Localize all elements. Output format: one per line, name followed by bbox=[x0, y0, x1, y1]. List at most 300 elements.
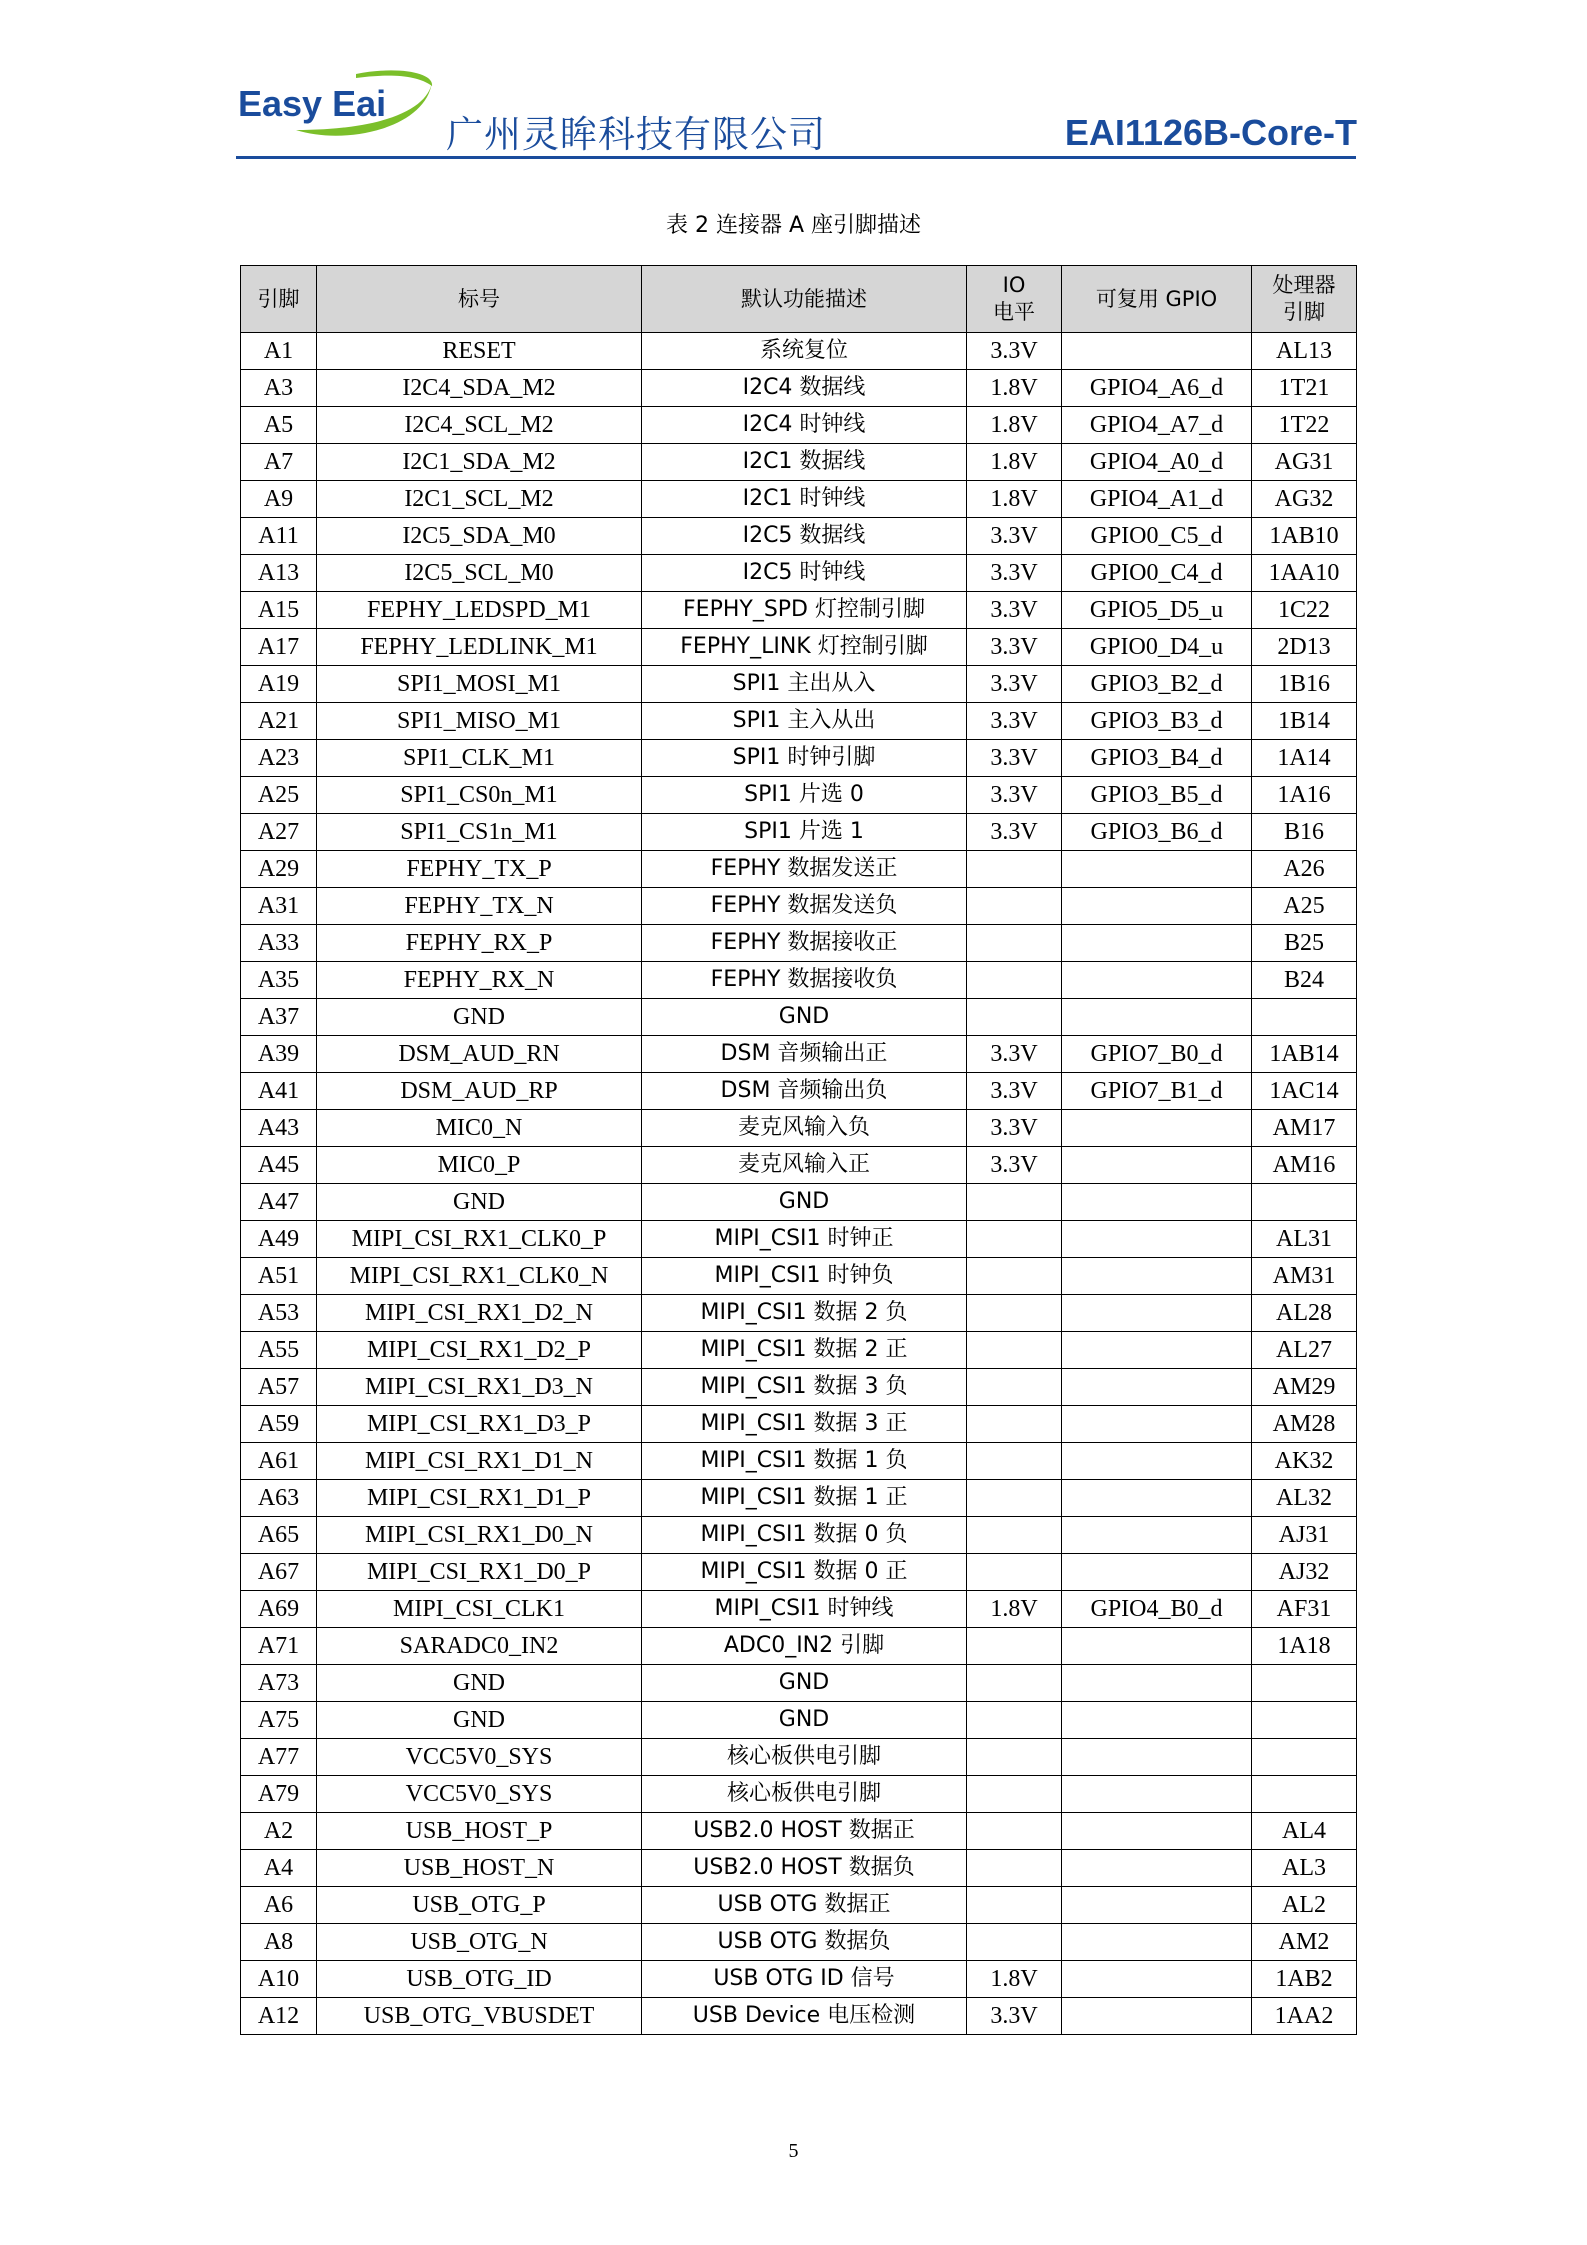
cell-label: SPI1_MISO_M1 bbox=[317, 703, 642, 740]
cell-gpio bbox=[1062, 1110, 1252, 1147]
cell-pin: A4 bbox=[241, 1850, 317, 1887]
cell-io-level bbox=[967, 1332, 1062, 1369]
cell-pin: A21 bbox=[241, 703, 317, 740]
cell-processor-pin: AG32 bbox=[1252, 481, 1357, 518]
cell-pin: A61 bbox=[241, 1443, 317, 1480]
cell-label: USB_OTG_ID bbox=[317, 1961, 642, 1998]
cell-processor-pin: 1AA10 bbox=[1252, 555, 1357, 592]
cell-description: FEPHY 数据接收正 bbox=[642, 925, 967, 962]
table-row bbox=[241, 1961, 1357, 1998]
cell-pin: A13 bbox=[241, 555, 317, 592]
table-row bbox=[241, 703, 1357, 740]
cell-label: GND bbox=[317, 1184, 642, 1221]
cell-processor-pin: 1T21 bbox=[1252, 370, 1357, 407]
cell-label: USB_HOST_P bbox=[317, 1813, 642, 1850]
cell-io-level: 3.3V bbox=[967, 1036, 1062, 1073]
cell-processor-pin: AL27 bbox=[1252, 1332, 1357, 1369]
cell-description: MIPI_CSI1 时钟正 bbox=[642, 1221, 967, 1258]
table-body bbox=[241, 333, 1357, 2035]
cell-pin: A1 bbox=[241, 333, 317, 370]
cell-description: 系统复位 bbox=[642, 333, 967, 370]
cell-processor-pin: AJ31 bbox=[1252, 1517, 1357, 1554]
cell-label: MIPI_CSI_CLK1 bbox=[317, 1591, 642, 1628]
cell-io-level: 3.3V bbox=[967, 740, 1062, 777]
table-row bbox=[241, 740, 1357, 777]
cell-processor-pin: 2D13 bbox=[1252, 629, 1357, 666]
table-row bbox=[241, 1295, 1357, 1332]
cell-gpio bbox=[1062, 1221, 1252, 1258]
cell-gpio: GPIO3_B4_d bbox=[1062, 740, 1252, 777]
cell-pin: A39 bbox=[241, 1036, 317, 1073]
cell-label: I2C4_SDA_M2 bbox=[317, 370, 642, 407]
table-row bbox=[241, 481, 1357, 518]
header-io-level: IO 电平 bbox=[967, 266, 1062, 333]
cell-io-level bbox=[967, 1739, 1062, 1776]
cell-pin: A7 bbox=[241, 444, 317, 481]
table-row bbox=[241, 1776, 1357, 1813]
cell-description: DSM 音频输出负 bbox=[642, 1073, 967, 1110]
cell-pin: A29 bbox=[241, 851, 317, 888]
cell-processor-pin: 1A14 bbox=[1252, 740, 1357, 777]
cell-gpio: GPIO4_A0_d bbox=[1062, 444, 1252, 481]
cell-label: MIC0_P bbox=[317, 1147, 642, 1184]
cell-pin: A69 bbox=[241, 1591, 317, 1628]
cell-label: DSM_AUD_RN bbox=[317, 1036, 642, 1073]
table-header-row bbox=[241, 266, 1357, 333]
cell-processor-pin bbox=[1252, 1184, 1357, 1221]
table-row bbox=[241, 814, 1357, 851]
table-row bbox=[241, 1073, 1357, 1110]
cell-description: MIPI_CSI1 数据 0 负 bbox=[642, 1517, 967, 1554]
cell-processor-pin bbox=[1252, 1665, 1357, 1702]
cell-processor-pin: 1AB14 bbox=[1252, 1036, 1357, 1073]
cell-description: MIPI_CSI1 数据 2 正 bbox=[642, 1332, 967, 1369]
cell-pin: A47 bbox=[241, 1184, 317, 1221]
cell-label: MIPI_CSI_RX1_CLK0_P bbox=[317, 1221, 642, 1258]
cell-description: ADC0_IN2 引脚 bbox=[642, 1628, 967, 1665]
cell-pin: A41 bbox=[241, 1073, 317, 1110]
table-row bbox=[241, 1258, 1357, 1295]
cell-pin: A79 bbox=[241, 1776, 317, 1813]
page-number: 5 bbox=[788, 2140, 799, 2162]
cell-pin: A71 bbox=[241, 1628, 317, 1665]
cell-label: I2C1_SCL_M2 bbox=[317, 481, 642, 518]
table-row bbox=[241, 518, 1357, 555]
cell-description: FEPHY_SPD 灯控制引脚 bbox=[642, 592, 967, 629]
cell-processor-pin: AM29 bbox=[1252, 1369, 1357, 1406]
cell-processor-pin: 1T22 bbox=[1252, 407, 1357, 444]
cell-io-level bbox=[967, 1258, 1062, 1295]
cell-gpio bbox=[1062, 1332, 1252, 1369]
cell-pin: A65 bbox=[241, 1517, 317, 1554]
cell-io-level bbox=[967, 1221, 1062, 1258]
table-caption: 表 2 连接器 A 座引脚描述 bbox=[665, 213, 922, 238]
table-row bbox=[241, 1813, 1357, 1850]
cell-label: GND bbox=[317, 1702, 642, 1739]
cell-gpio bbox=[1062, 1480, 1252, 1517]
cell-description: DSM 音频输出正 bbox=[642, 1036, 967, 1073]
cell-pin: A77 bbox=[241, 1739, 317, 1776]
cell-pin: A63 bbox=[241, 1480, 317, 1517]
cell-processor-pin: AM2 bbox=[1252, 1924, 1357, 1961]
cell-io-level: 3.3V bbox=[967, 592, 1062, 629]
cell-io-level bbox=[967, 1776, 1062, 1813]
cell-description: FEPHY 数据发送负 bbox=[642, 888, 967, 925]
cell-label: GND bbox=[317, 999, 642, 1036]
table-row bbox=[241, 1887, 1357, 1924]
cell-processor-pin: AM31 bbox=[1252, 1258, 1357, 1295]
cell-io-level bbox=[967, 1813, 1062, 1850]
cell-gpio: GPIO4_B0_d bbox=[1062, 1591, 1252, 1628]
cell-processor-pin: 1B14 bbox=[1252, 703, 1357, 740]
cell-gpio bbox=[1062, 999, 1252, 1036]
cell-gpio bbox=[1062, 333, 1252, 370]
cell-pin: A75 bbox=[241, 1702, 317, 1739]
cell-io-level: 3.3V bbox=[967, 814, 1062, 851]
table-row bbox=[241, 777, 1357, 814]
cell-io-level: 3.3V bbox=[967, 1147, 1062, 1184]
cell-description: GND bbox=[642, 1702, 967, 1739]
table-row bbox=[241, 1591, 1357, 1628]
cell-description: FEPHY_LINK 灯控制引脚 bbox=[642, 629, 967, 666]
table-row bbox=[241, 962, 1357, 999]
cell-description: I2C4 数据线 bbox=[642, 370, 967, 407]
cell-pin: A73 bbox=[241, 1665, 317, 1702]
cell-processor-pin: AL2 bbox=[1252, 1887, 1357, 1924]
cell-description: I2C1 数据线 bbox=[642, 444, 967, 481]
cell-pin: A27 bbox=[241, 814, 317, 851]
table-row bbox=[241, 1036, 1357, 1073]
cell-label: FEPHY_LEDLINK_M1 bbox=[317, 629, 642, 666]
cell-gpio: GPIO3_B5_d bbox=[1062, 777, 1252, 814]
cell-label: FEPHY_TX_N bbox=[317, 888, 642, 925]
cell-pin: A10 bbox=[241, 1961, 317, 1998]
cell-gpio bbox=[1062, 1295, 1252, 1332]
cell-description: SPI1 主入从出 bbox=[642, 703, 967, 740]
cell-description: I2C5 时钟线 bbox=[642, 555, 967, 592]
cell-gpio: GPIO7_B0_d bbox=[1062, 1036, 1252, 1073]
cell-io-level: 1.8V bbox=[967, 1591, 1062, 1628]
cell-label: I2C4_SCL_M2 bbox=[317, 407, 642, 444]
cell-io-level bbox=[967, 1369, 1062, 1406]
cell-pin: A51 bbox=[241, 1258, 317, 1295]
table-row bbox=[241, 370, 1357, 407]
cell-label: MIPI_CSI_RX1_D2_P bbox=[317, 1332, 642, 1369]
cell-description: 核心板供电引脚 bbox=[642, 1739, 967, 1776]
cell-pin: A35 bbox=[241, 962, 317, 999]
cell-pin: A25 bbox=[241, 777, 317, 814]
cell-processor-pin: AM28 bbox=[1252, 1406, 1357, 1443]
table-row bbox=[241, 333, 1357, 370]
cell-pin: A57 bbox=[241, 1369, 317, 1406]
cell-label: VCC5V0_SYS bbox=[317, 1739, 642, 1776]
cell-processor-pin: B16 bbox=[1252, 814, 1357, 851]
cell-pin: A31 bbox=[241, 888, 317, 925]
cell-pin: A9 bbox=[241, 481, 317, 518]
cell-gpio: GPIO0_C5_d bbox=[1062, 518, 1252, 555]
cell-gpio bbox=[1062, 1184, 1252, 1221]
cell-pin: A11 bbox=[241, 518, 317, 555]
cell-label: SPI1_MOSI_M1 bbox=[317, 666, 642, 703]
cell-label: MIPI_CSI_RX1_CLK0_N bbox=[317, 1258, 642, 1295]
table-row bbox=[241, 851, 1357, 888]
cell-io-level bbox=[967, 851, 1062, 888]
cell-io-level bbox=[967, 1665, 1062, 1702]
cell-pin: A3 bbox=[241, 370, 317, 407]
cell-processor-pin: 1C22 bbox=[1252, 592, 1357, 629]
pin-description-table bbox=[240, 265, 1357, 2035]
cell-label: I2C1_SDA_M2 bbox=[317, 444, 642, 481]
cell-pin: A15 bbox=[241, 592, 317, 629]
cell-gpio: GPIO0_C4_d bbox=[1062, 555, 1252, 592]
cell-description: USB2.0 HOST 数据负 bbox=[642, 1850, 967, 1887]
cell-io-level: 1.8V bbox=[967, 370, 1062, 407]
cell-label: GND bbox=[317, 1665, 642, 1702]
cell-io-level: 3.3V bbox=[967, 777, 1062, 814]
cell-gpio bbox=[1062, 1665, 1252, 1702]
cell-gpio bbox=[1062, 851, 1252, 888]
cell-label: MIPI_CSI_RX1_D0_N bbox=[317, 1517, 642, 1554]
cell-pin: A37 bbox=[241, 999, 317, 1036]
cell-pin: A5 bbox=[241, 407, 317, 444]
cell-processor-pin bbox=[1252, 1702, 1357, 1739]
cell-label: MIPI_CSI_RX1_D1_N bbox=[317, 1443, 642, 1480]
cell-label: SPI1_CS1n_M1 bbox=[317, 814, 642, 851]
cell-description: 核心板供电引脚 bbox=[642, 1776, 967, 1813]
table-row bbox=[241, 629, 1357, 666]
table-row bbox=[241, 1332, 1357, 1369]
cell-gpio bbox=[1062, 1850, 1252, 1887]
cell-pin: A49 bbox=[241, 1221, 317, 1258]
cell-processor-pin: 1AC14 bbox=[1252, 1073, 1357, 1110]
cell-gpio: GPIO3_B2_d bbox=[1062, 666, 1252, 703]
cell-io-level: 3.3V bbox=[967, 555, 1062, 592]
cell-io-level bbox=[967, 888, 1062, 925]
cell-gpio bbox=[1062, 1702, 1252, 1739]
cell-label: FEPHY_TX_P bbox=[317, 851, 642, 888]
cell-label: USB_OTG_VBUSDET bbox=[317, 1998, 642, 2035]
easy-eai-logo bbox=[236, 68, 436, 148]
cell-label: FEPHY_RX_P bbox=[317, 925, 642, 962]
cell-io-level: 1.8V bbox=[967, 1961, 1062, 1998]
cell-pin: A6 bbox=[241, 1887, 317, 1924]
cell-description: FEPHY 数据接收负 bbox=[642, 962, 967, 999]
cell-processor-pin: AL13 bbox=[1252, 333, 1357, 370]
cell-label: USB_OTG_P bbox=[317, 1887, 642, 1924]
cell-processor-pin: 1AB10 bbox=[1252, 518, 1357, 555]
cell-gpio bbox=[1062, 1961, 1252, 1998]
cell-label: SPI1_CS0n_M1 bbox=[317, 777, 642, 814]
cell-pin: A67 bbox=[241, 1554, 317, 1591]
cell-description: USB OTG 数据负 bbox=[642, 1924, 967, 1961]
cell-pin: A23 bbox=[241, 740, 317, 777]
table-row bbox=[241, 888, 1357, 925]
table-row bbox=[241, 1628, 1357, 1665]
cell-gpio bbox=[1062, 888, 1252, 925]
table-row bbox=[241, 1517, 1357, 1554]
cell-processor-pin: AL4 bbox=[1252, 1813, 1357, 1850]
cell-io-level bbox=[967, 1480, 1062, 1517]
cell-io-level: 3.3V bbox=[967, 703, 1062, 740]
table-row bbox=[241, 1739, 1357, 1776]
table-row bbox=[241, 592, 1357, 629]
cell-io-level bbox=[967, 1443, 1062, 1480]
cell-description: MIPI_CSI1 数据 3 负 bbox=[642, 1369, 967, 1406]
cell-io-level bbox=[967, 962, 1062, 999]
cell-gpio bbox=[1062, 1443, 1252, 1480]
cell-processor-pin: A25 bbox=[1252, 888, 1357, 925]
cell-processor-pin: 1AA2 bbox=[1252, 1998, 1357, 2035]
cell-label: SPI1_CLK_M1 bbox=[317, 740, 642, 777]
cell-pin: A55 bbox=[241, 1332, 317, 1369]
table-row bbox=[241, 1369, 1357, 1406]
cell-description: MIPI_CSI1 数据 2 负 bbox=[642, 1295, 967, 1332]
cell-io-level bbox=[967, 925, 1062, 962]
cell-description: SPI1 时钟引脚 bbox=[642, 740, 967, 777]
cell-gpio: GPIO3_B6_d bbox=[1062, 814, 1252, 851]
cell-pin: A19 bbox=[241, 666, 317, 703]
cell-pin: A12 bbox=[241, 1998, 317, 2035]
cell-processor-pin: 1A16 bbox=[1252, 777, 1357, 814]
cell-processor-pin: AL3 bbox=[1252, 1850, 1357, 1887]
cell-gpio bbox=[1062, 1369, 1252, 1406]
cell-processor-pin bbox=[1252, 1776, 1357, 1813]
cell-gpio: GPIO4_A6_d bbox=[1062, 370, 1252, 407]
header-gpio: 可复用 GPIO bbox=[1062, 266, 1252, 333]
cell-gpio bbox=[1062, 1813, 1252, 1850]
cell-label: DSM_AUD_RP bbox=[317, 1073, 642, 1110]
table-row bbox=[241, 1184, 1357, 1221]
cell-description: SPI1 主出从入 bbox=[642, 666, 967, 703]
cell-description: MIPI_CSI1 数据 3 正 bbox=[642, 1406, 967, 1443]
cell-gpio bbox=[1062, 1147, 1252, 1184]
cell-label: USB_OTG_N bbox=[317, 1924, 642, 1961]
cell-pin: A43 bbox=[241, 1110, 317, 1147]
cell-processor-pin: AG31 bbox=[1252, 444, 1357, 481]
cell-label: I2C5_SDA_M0 bbox=[317, 518, 642, 555]
cell-processor-pin: B24 bbox=[1252, 962, 1357, 999]
cell-io-level: 3.3V bbox=[967, 1073, 1062, 1110]
logo-text: Easy Eai bbox=[238, 83, 387, 124]
cell-processor-pin: AJ32 bbox=[1252, 1554, 1357, 1591]
cell-label: MIPI_CSI_RX1_D3_N bbox=[317, 1369, 642, 1406]
cell-gpio bbox=[1062, 1554, 1252, 1591]
cell-gpio bbox=[1062, 1628, 1252, 1665]
cell-io-level: 1.8V bbox=[967, 407, 1062, 444]
cell-io-level: 3.3V bbox=[967, 333, 1062, 370]
cell-label: MIPI_CSI_RX1_D2_N bbox=[317, 1295, 642, 1332]
cell-processor-pin: AL31 bbox=[1252, 1221, 1357, 1258]
cell-io-level bbox=[967, 1184, 1062, 1221]
cell-gpio bbox=[1062, 962, 1252, 999]
cell-io-level bbox=[967, 1554, 1062, 1591]
cell-io-level bbox=[967, 1924, 1062, 1961]
cell-io-level: 3.3V bbox=[967, 1110, 1062, 1147]
cell-gpio bbox=[1062, 1887, 1252, 1924]
cell-label: RESET bbox=[317, 333, 642, 370]
table-row bbox=[241, 1147, 1357, 1184]
cell-pin: A45 bbox=[241, 1147, 317, 1184]
table-row bbox=[241, 1850, 1357, 1887]
cell-description: I2C1 时钟线 bbox=[642, 481, 967, 518]
cell-io-level: 3.3V bbox=[967, 629, 1062, 666]
header-pin: 引脚 bbox=[241, 266, 317, 333]
cell-pin: A59 bbox=[241, 1406, 317, 1443]
cell-description: MIPI_CSI1 时钟负 bbox=[642, 1258, 967, 1295]
cell-io-level bbox=[967, 1295, 1062, 1332]
table-row bbox=[241, 1406, 1357, 1443]
cell-gpio: GPIO0_D4_u bbox=[1062, 629, 1252, 666]
cell-label: MIPI_CSI_RX1_D0_P bbox=[317, 1554, 642, 1591]
cell-gpio: GPIO4_A7_d bbox=[1062, 407, 1252, 444]
cell-description: GND bbox=[642, 1184, 967, 1221]
cell-gpio: GPIO7_B1_d bbox=[1062, 1073, 1252, 1110]
table-row bbox=[241, 1924, 1357, 1961]
table-row bbox=[241, 925, 1357, 962]
cell-processor-pin: AF31 bbox=[1252, 1591, 1357, 1628]
cell-io-level bbox=[967, 1887, 1062, 1924]
cell-processor-pin: 1A18 bbox=[1252, 1628, 1357, 1665]
cell-label: USB_HOST_N bbox=[317, 1850, 642, 1887]
cell-io-level bbox=[967, 1850, 1062, 1887]
table-row bbox=[241, 666, 1357, 703]
table-row bbox=[241, 407, 1357, 444]
cell-io-level bbox=[967, 1517, 1062, 1554]
cell-pin: A8 bbox=[241, 1924, 317, 1961]
cell-pin: A2 bbox=[241, 1813, 317, 1850]
cell-description: MIPI_CSI1 时钟线 bbox=[642, 1591, 967, 1628]
cell-gpio: GPIO3_B3_d bbox=[1062, 703, 1252, 740]
cell-io-level bbox=[967, 1406, 1062, 1443]
cell-description: 麦克风输入正 bbox=[642, 1147, 967, 1184]
header-divider bbox=[236, 156, 1356, 159]
cell-description: MIPI_CSI1 数据 1 正 bbox=[642, 1480, 967, 1517]
cell-processor-pin: 1B16 bbox=[1252, 666, 1357, 703]
cell-gpio bbox=[1062, 1739, 1252, 1776]
table-row bbox=[241, 444, 1357, 481]
table-row bbox=[241, 1998, 1357, 2035]
cell-description: USB2.0 HOST 数据正 bbox=[642, 1813, 967, 1850]
document-code: EAI1126B-Core-T bbox=[1064, 112, 1357, 153]
cell-gpio bbox=[1062, 1924, 1252, 1961]
cell-label: FEPHY_LEDSPD_M1 bbox=[317, 592, 642, 629]
cell-io-level: 3.3V bbox=[967, 518, 1062, 555]
table-row bbox=[241, 1110, 1357, 1147]
table-row bbox=[241, 1480, 1357, 1517]
cell-processor-pin: AL28 bbox=[1252, 1295, 1357, 1332]
company-name: 广州灵眸科技有限公司 bbox=[446, 113, 826, 156]
cell-processor-pin: AM17 bbox=[1252, 1110, 1357, 1147]
table-row bbox=[241, 1443, 1357, 1480]
cell-description: FEPHY 数据发送正 bbox=[642, 851, 967, 888]
cell-label: SARADC0_IN2 bbox=[317, 1628, 642, 1665]
cell-label: MIPI_CSI_RX1_D3_P bbox=[317, 1406, 642, 1443]
header-description: 默认功能描述 bbox=[642, 266, 967, 333]
cell-gpio bbox=[1062, 1258, 1252, 1295]
cell-description: SPI1 片选 0 bbox=[642, 777, 967, 814]
cell-description: MIPI_CSI1 数据 0 正 bbox=[642, 1554, 967, 1591]
cell-description: 麦克风输入负 bbox=[642, 1110, 967, 1147]
cell-processor-pin: AL32 bbox=[1252, 1480, 1357, 1517]
cell-processor-pin: 1AB2 bbox=[1252, 1961, 1357, 1998]
header-label: 标号 bbox=[317, 266, 642, 333]
cell-gpio bbox=[1062, 1517, 1252, 1554]
table-row bbox=[241, 1665, 1357, 1702]
cell-gpio bbox=[1062, 1406, 1252, 1443]
cell-label: MIC0_N bbox=[317, 1110, 642, 1147]
cell-io-level bbox=[967, 999, 1062, 1036]
cell-pin: A17 bbox=[241, 629, 317, 666]
